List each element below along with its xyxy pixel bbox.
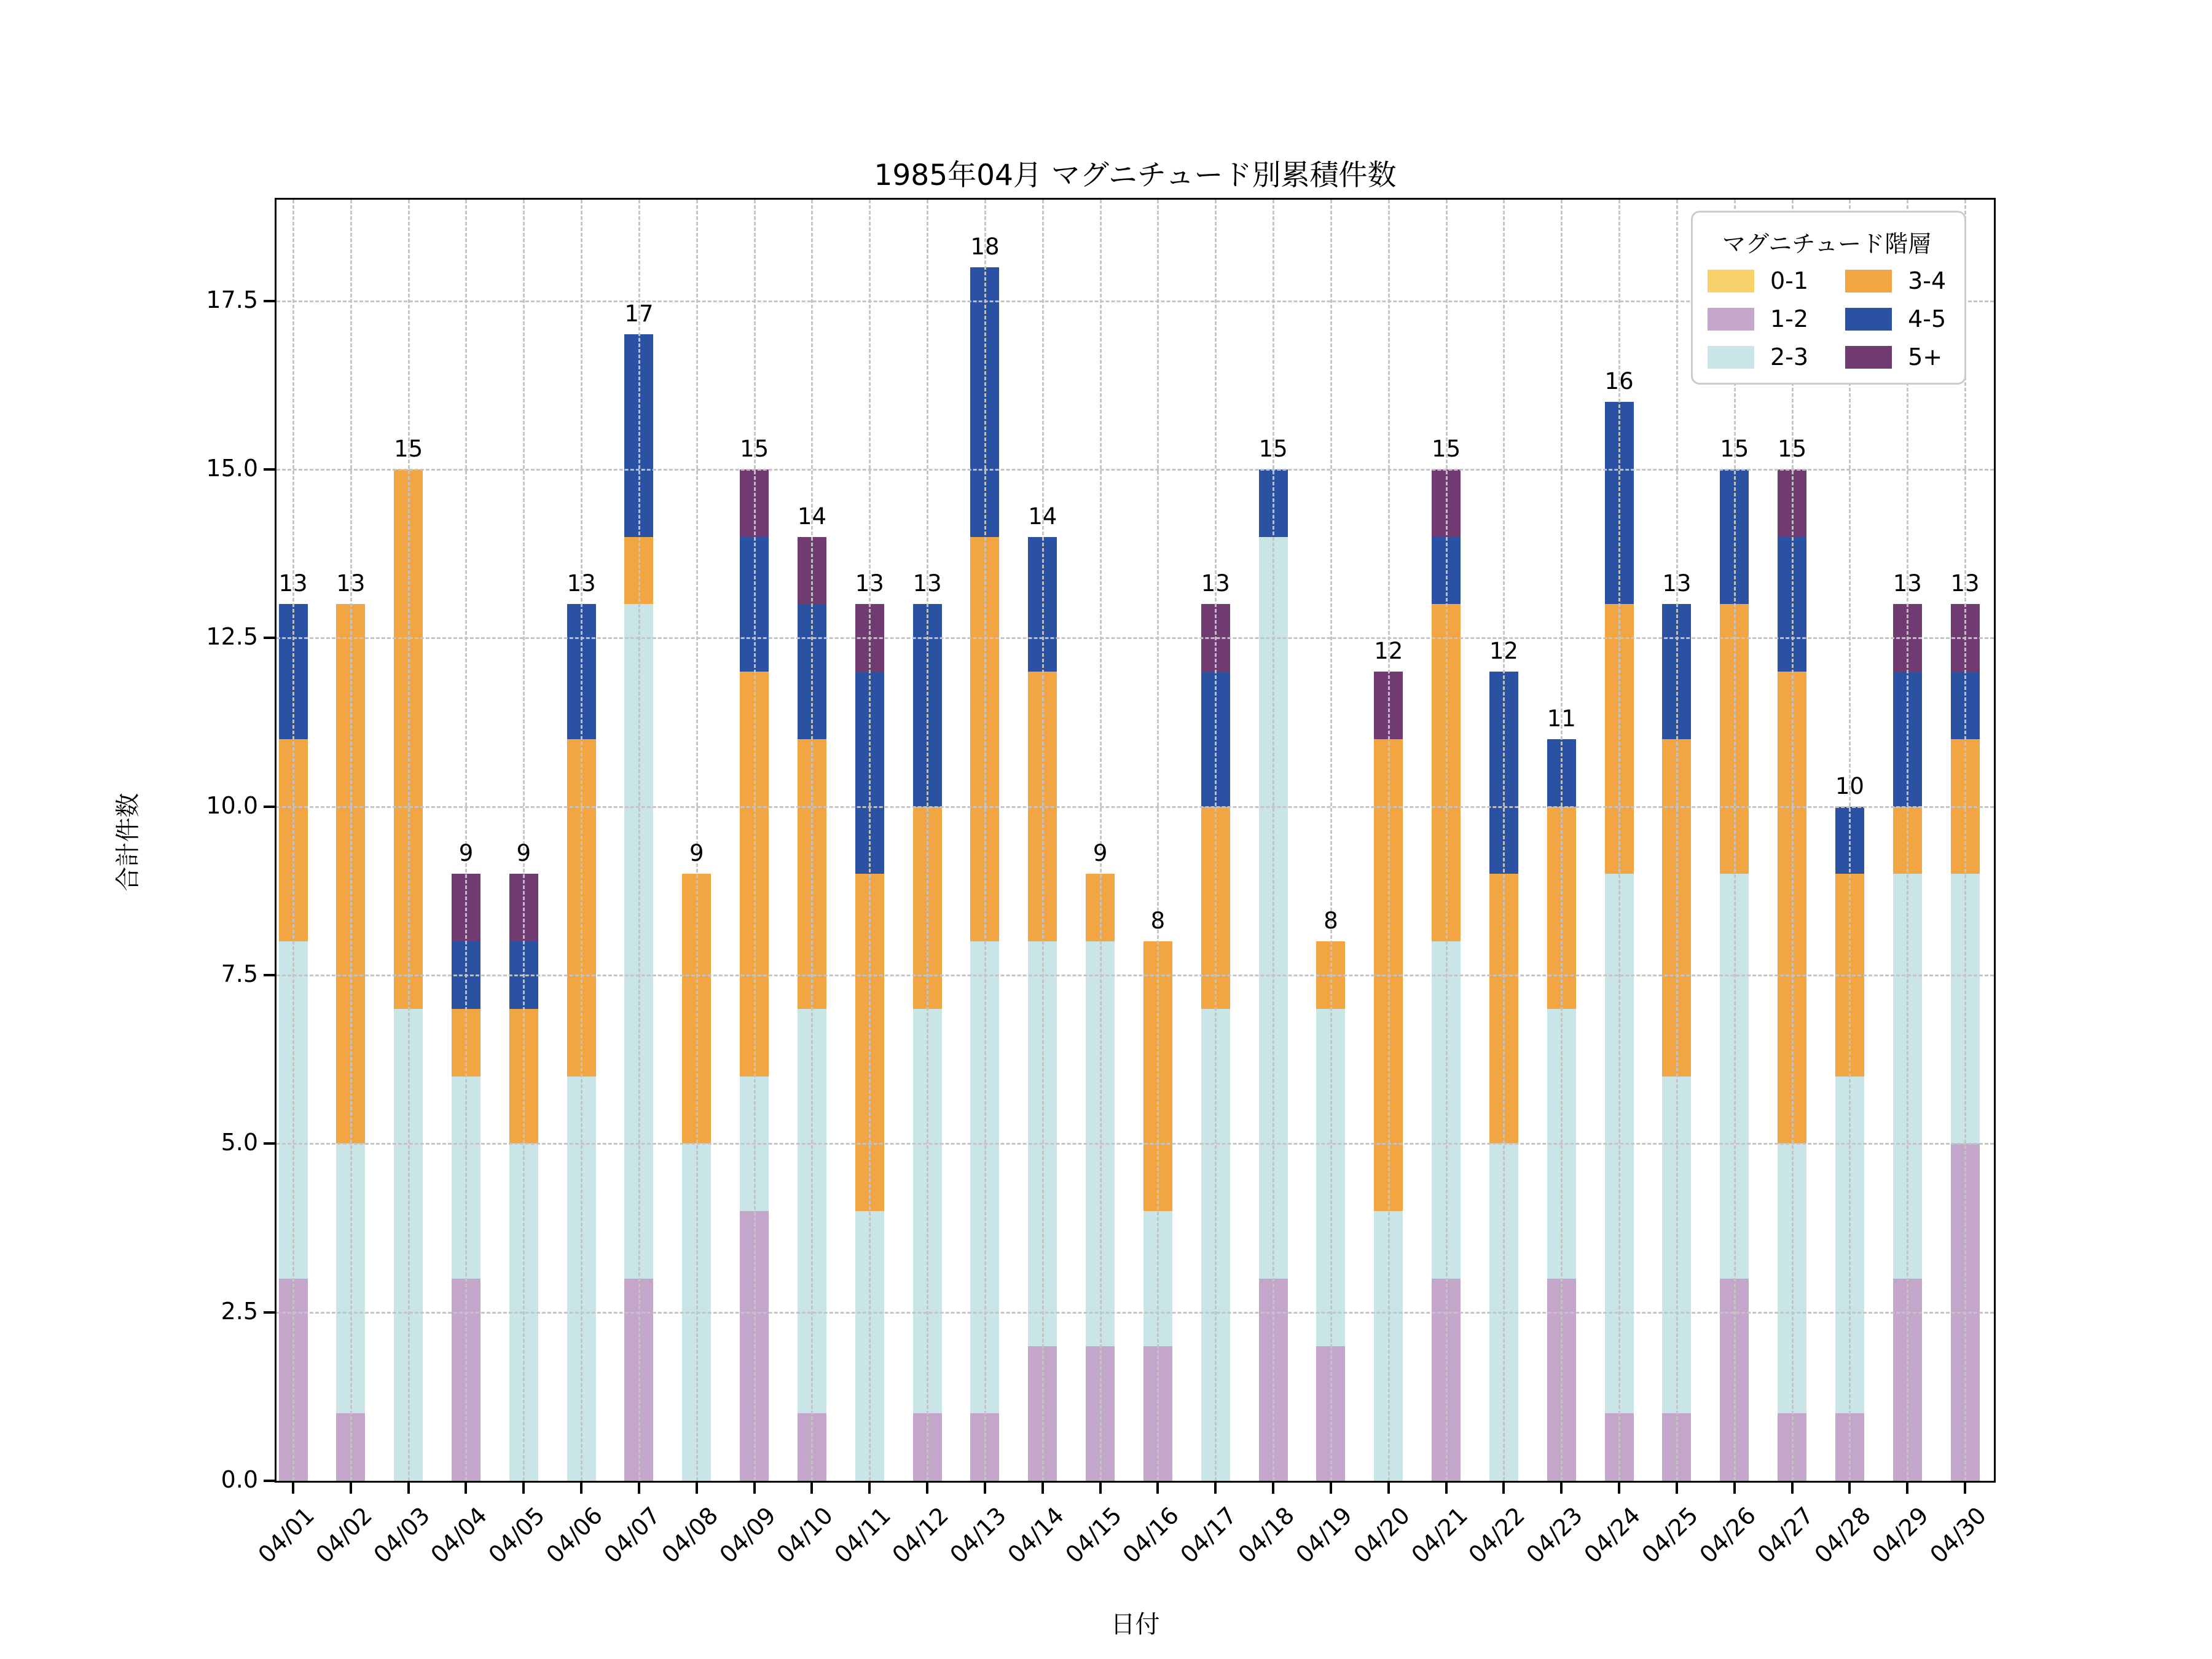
- x-tick-label-04/28: 04/28: [1809, 1502, 1877, 1569]
- y-tick-label-0.0: 0.0: [221, 1466, 258, 1493]
- legend-grid: [1708, 267, 1946, 371]
- bar-total-label-04/07: 17: [624, 300, 654, 327]
- x-tick-04/07: [638, 1483, 640, 1494]
- x-tick-label-04/24: 04/24: [1579, 1502, 1646, 1569]
- x-tick-04/12: [926, 1483, 928, 1494]
- y-tick-label-2.5: 2.5: [221, 1297, 258, 1325]
- gridline-v-04/25: [1676, 200, 1678, 1481]
- bar-total-label-04/03: 15: [394, 435, 423, 462]
- gridline-v-04/12: [927, 200, 928, 1481]
- bar-total-label-04/29: 13: [1892, 570, 1922, 597]
- axis-spine-right: [1994, 198, 1996, 1483]
- x-tick-04/04: [465, 1483, 467, 1494]
- x-tick-label-04/05: 04/05: [483, 1502, 551, 1569]
- gridline-v-04/09: [754, 200, 756, 1481]
- gridline-h-7.5: [276, 975, 1994, 976]
- x-tick-04/15: [1099, 1483, 1102, 1494]
- gridline-v-04/21: [1446, 200, 1448, 1481]
- x-tick-04/29: [1906, 1483, 1908, 1494]
- x-tick-label-04/01: 04/01: [253, 1502, 320, 1569]
- gridline-h-10.0: [276, 806, 1994, 808]
- x-tick-label-04/27: 04/27: [1752, 1502, 1819, 1569]
- gridline-v-04/17: [1215, 200, 1217, 1481]
- legend-item-4-5: [1845, 305, 1946, 332]
- bar-total-label-04/26: 15: [1720, 435, 1749, 462]
- y-tick-2.5: [264, 1311, 275, 1314]
- gridline-v-04/03: [408, 200, 410, 1481]
- bar-total-label-04/15: 9: [1092, 840, 1108, 867]
- gridline-v-04/18: [1273, 200, 1274, 1481]
- x-tick-04/27: [1791, 1483, 1794, 1494]
- y-tick-0.0: [264, 1480, 275, 1482]
- axis-spine-left: [275, 198, 276, 1483]
- legend-label-4-5: 4-5: [1908, 305, 1947, 332]
- bar-total-label-04/04: 9: [458, 840, 474, 867]
- gridline-v-04/13: [984, 200, 986, 1481]
- legend-label-0-1: 0-1: [1770, 267, 1809, 294]
- legend-title: マグニチュード階層: [1722, 230, 1932, 257]
- gridline-v-04/10: [811, 200, 813, 1481]
- y-tick-15.0: [264, 468, 275, 471]
- gridline-v-04/07: [638, 200, 640, 1481]
- gridline-v-04/20: [1388, 200, 1390, 1481]
- x-tick-04/01: [292, 1483, 294, 1494]
- bar-total-label-04/25: 13: [1662, 570, 1692, 597]
- x-tick-label-04/17: 04/17: [1175, 1502, 1242, 1569]
- gridline-v-04/02: [350, 200, 352, 1481]
- x-tick-label-04/16: 04/16: [1117, 1502, 1185, 1569]
- x-tick-04/24: [1618, 1483, 1620, 1494]
- bar-total-label-04/24: 16: [1604, 368, 1634, 395]
- bar-total-label-04/12: 13: [912, 570, 942, 597]
- x-tick-label-04/11: 04/11: [829, 1502, 896, 1569]
- x-tick-label-04/09: 04/09: [714, 1502, 781, 1569]
- x-tick-04/20: [1387, 1483, 1390, 1494]
- gridline-v-04/28: [1849, 200, 1851, 1481]
- bar-total-label-04/19: 8: [1324, 908, 1338, 935]
- bar-total-label-04/17: 13: [1201, 570, 1230, 597]
- y-tick-label-17.5: 17.5: [206, 286, 258, 313]
- x-tick-04/16: [1156, 1483, 1159, 1494]
- bar-total-label-04/05: 9: [516, 840, 531, 867]
- x-tick-label-04/20: 04/20: [1348, 1502, 1415, 1569]
- legend-swatch-3-4: [1845, 270, 1892, 292]
- bar-total-label-04/10: 14: [797, 503, 827, 530]
- gridline-v-04/16: [1157, 200, 1159, 1481]
- y-tick-5.0: [264, 1142, 275, 1145]
- bar-total-label-04/09: 15: [740, 435, 769, 462]
- y-axis-label: 合計件数: [114, 793, 143, 891]
- x-tick-label-04/12: 04/12: [887, 1502, 954, 1569]
- x-tick-04/06: [580, 1483, 582, 1494]
- bar-total-label-04/06: 13: [567, 570, 596, 597]
- x-tick-label-04/08: 04/08: [656, 1502, 723, 1569]
- bar-total-label-04/30: 13: [1950, 570, 1980, 597]
- bar-total-label-04/28: 10: [1835, 772, 1864, 799]
- legend-item-3-4: [1845, 267, 1946, 294]
- x-tick-label-04/22: 04/22: [1463, 1502, 1531, 1569]
- y-tick-10.0: [264, 806, 275, 808]
- x-tick-04/03: [407, 1483, 410, 1494]
- gridline-v-04/01: [292, 200, 294, 1481]
- x-tick-label-04/02: 04/02: [310, 1502, 377, 1569]
- bar-total-label-04/14: 14: [1028, 503, 1057, 530]
- x-tick-04/30: [1964, 1483, 1966, 1494]
- chart-title: 1985年04月 マグニチュード別累積件数: [874, 159, 1397, 192]
- y-tick-label-12.5: 12.5: [206, 623, 258, 651]
- bar-total-label-04/20: 12: [1374, 638, 1403, 665]
- legend-swatch-4-5: [1845, 308, 1892, 331]
- legend-item-1-2: [1708, 305, 1808, 332]
- x-tick-04/05: [522, 1483, 525, 1494]
- y-tick-label-10.0: 10.0: [206, 791, 258, 819]
- x-tick-04/28: [1848, 1483, 1851, 1494]
- gridline-h-15.0: [276, 469, 1994, 471]
- bar-total-label-04/13: 18: [970, 233, 1000, 260]
- gridline-v-04/19: [1330, 200, 1332, 1481]
- y-tick-17.5: [264, 300, 275, 302]
- x-tick-04/23: [1560, 1483, 1563, 1494]
- x-tick-04/19: [1330, 1483, 1332, 1494]
- bar-total-label-04/11: 13: [855, 570, 884, 597]
- x-tick-label-04/10: 04/10: [772, 1502, 839, 1569]
- legend-swatch-5+: [1845, 346, 1892, 369]
- x-tick-label-04/19: 04/19: [1290, 1502, 1358, 1569]
- x-tick-04/09: [753, 1483, 756, 1494]
- x-tick-04/11: [868, 1483, 871, 1494]
- legend: [1691, 211, 1966, 385]
- bar-total-label-04/27: 15: [1778, 435, 1807, 462]
- x-tick-label-04/15: 04/15: [1060, 1502, 1127, 1569]
- x-tick-04/21: [1445, 1483, 1448, 1494]
- gridline-h-2.5: [276, 1312, 1994, 1314]
- gridline-v-04/29: [1907, 200, 1908, 1481]
- x-tick-label-04/23: 04/23: [1521, 1502, 1588, 1569]
- x-tick-04/14: [1041, 1483, 1044, 1494]
- gridline-v-04/11: [869, 200, 871, 1481]
- x-tick-04/25: [1676, 1483, 1678, 1494]
- legend-item-0-1: [1708, 267, 1808, 294]
- x-tick-04/08: [696, 1483, 698, 1494]
- y-tick-label-15.0: 15.0: [206, 454, 258, 482]
- gridline-v-04/26: [1734, 200, 1736, 1481]
- legend-swatch-2-3: [1708, 346, 1754, 369]
- gridline-v-04/30: [1964, 200, 1966, 1481]
- x-tick-label-04/30: 04/30: [1924, 1502, 1992, 1569]
- gridline-v-04/27: [1792, 200, 1794, 1481]
- x-tick-label-04/25: 04/25: [1636, 1502, 1704, 1569]
- legend-item-5+: [1845, 343, 1946, 371]
- x-tick-label-04/07: 04/07: [598, 1502, 666, 1569]
- axis-spine-top: [275, 198, 1996, 200]
- bar-total-label-04/08: 9: [689, 840, 704, 867]
- bar-total-label-04/01: 13: [278, 570, 308, 597]
- y-tick-12.5: [264, 637, 275, 639]
- x-tick-label-04/26: 04/26: [1694, 1502, 1761, 1569]
- x-axis-label: 日付: [1110, 1610, 1160, 1639]
- gridline-h-12.5: [276, 637, 1994, 639]
- legend-label-5+: 5+: [1908, 343, 1943, 371]
- legend-swatch-1-2: [1708, 308, 1754, 331]
- x-tick-04/17: [1214, 1483, 1217, 1494]
- x-tick-label-04/04: 04/04: [426, 1502, 493, 1569]
- gridline-v-04/14: [1042, 200, 1044, 1481]
- legend-label-1-2: 1-2: [1770, 305, 1809, 332]
- legend-item-2-3: [1708, 343, 1808, 371]
- x-tick-label-04/14: 04/14: [1002, 1502, 1069, 1569]
- x-tick-04/22: [1502, 1483, 1505, 1494]
- bar-total-label-04/23: 11: [1547, 705, 1576, 732]
- legend-label-2-3: 2-3: [1770, 343, 1809, 371]
- y-tick-label-7.5: 7.5: [221, 960, 258, 987]
- bar-total-label-04/21: 15: [1432, 435, 1461, 462]
- legend-swatch-0-1: [1708, 270, 1754, 292]
- axis-spine-bottom: [275, 1481, 1996, 1483]
- x-tick-04/26: [1733, 1483, 1736, 1494]
- y-tick-7.5: [264, 974, 275, 976]
- x-tick-label-04/18: 04/18: [1233, 1502, 1300, 1569]
- x-tick-label-04/21: 04/21: [1406, 1502, 1473, 1569]
- x-tick-label-04/29: 04/29: [1867, 1502, 1934, 1569]
- gridline-h-5.0: [276, 1143, 1994, 1145]
- bar-total-label-04/16: 8: [1150, 908, 1166, 935]
- x-tick-04/10: [810, 1483, 813, 1494]
- x-tick-label-04/06: 04/06: [541, 1502, 608, 1569]
- gridline-v-04/22: [1503, 200, 1505, 1481]
- legend-label-3-4: 3-4: [1908, 267, 1947, 294]
- x-tick-04/13: [984, 1483, 986, 1494]
- x-tick-label-04/13: 04/13: [944, 1502, 1012, 1569]
- x-tick-04/02: [350, 1483, 352, 1494]
- bar-total-label-04/22: 12: [1489, 638, 1518, 665]
- bar-total-label-04/18: 15: [1258, 435, 1288, 462]
- y-tick-label-5.0: 5.0: [221, 1129, 258, 1156]
- x-tick-label-04/03: 04/03: [368, 1502, 435, 1569]
- x-tick-04/18: [1272, 1483, 1274, 1494]
- gridline-v-04/06: [581, 200, 582, 1481]
- bar-total-label-04/02: 13: [336, 570, 366, 597]
- gridline-v-04/23: [1561, 200, 1563, 1481]
